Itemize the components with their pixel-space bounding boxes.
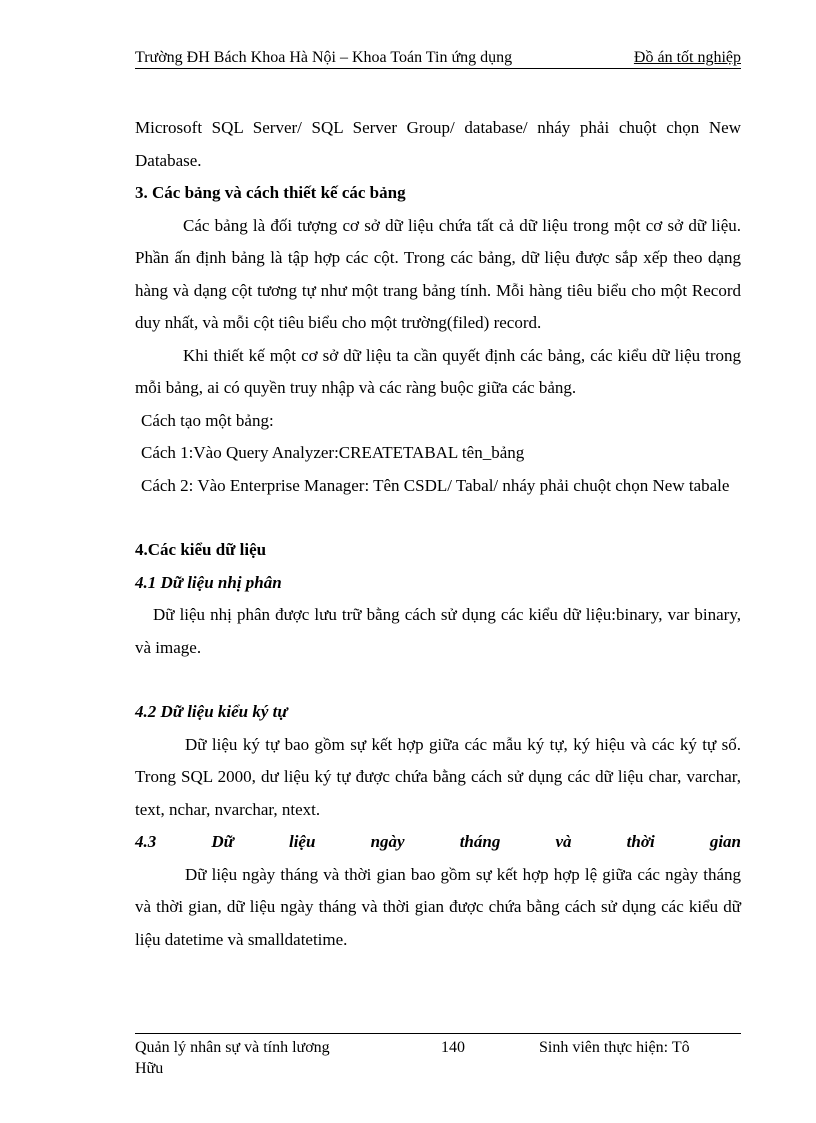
- page-header: [135, 48, 741, 69]
- header-institution: Trường ĐH Bách Khoa Hà Nội – Khoa Toán Tin ứng dụng: [135, 49, 513, 66]
- footer-project-title: Quản lý nhân sự và tính lương: [135, 1039, 330, 1056]
- section-heading-4: 4.Các kiểu dữ liệu: [135, 540, 267, 559]
- spacer: [135, 502, 741, 534]
- paragraph-method-1: Cách 1:Vào Query Analyzer:CREATETABAL tên_bảng: [141, 443, 525, 462]
- subsection-heading-4-3: 4.3 Dữ liệu ngày tháng và thời gian: [135, 832, 741, 851]
- paragraph-table-design: Khi thiết kế một cơ sở dữ liệu ta cần quyết định các bảng, các kiểu dữ liệu trong mỗi bảng, ai có quyền truy nhập và các ràng buộc giữa các bảng.: [135, 345, 741, 397]
- paragraph-method-2: Cách 2: Vào Enterprise Manager: Tên CSDL/ Tabal/ nháy phải chuột chọn New tabale: [141, 475, 730, 495]
- paragraph-binary-data: Dữ liệu nhị phân được lưu trữ bằng cách sử dụng các kiểu dữ liệu:binary, var binary, và image.: [135, 605, 741, 657]
- paragraph-datetime-data: Dữ liệu ngày tháng và thời gian bao gồm sự kết hợp hợp lệ giữa các ngày tháng và thời gian, dữ liệu ngày tháng và thời gian được chứa bằng cách sử dụng các kiểu dữ liệu datetime và smalldatetime.: [135, 864, 741, 949]
- paragraph-create-table: Cách tạo một bảng:: [141, 410, 274, 430]
- subsection-heading-4-2: 4.2 Dữ liệu kiểu ký tự: [135, 702, 288, 721]
- header-doc-type: Đồ án tốt nghiệp: [633, 49, 741, 66]
- page-body: [135, 112, 741, 956]
- paragraph-tables-definition: Các bảng là đối tượng cơ sở dữ liệu chứa tất cả dữ liệu trong một cơ sở dữ liệu. Phần ấn định bảng là tập hợp các cột. Trong các bảng, dữ liệu được sắp xếp theo dạng hàng và dạng cột tương tự như một trang bảng tính. Mỗi hàng tiêu biểu cho một Record duy nhất, và mỗi cột tiêu biểu cho một trường(filed) record.: [135, 215, 741, 332]
- subsection-heading-4-1: 4.1 Dữ liệu nhị phân: [135, 572, 282, 592]
- footer-student: Sinh viên thực hiện: Tô: [539, 1039, 690, 1056]
- footer-page-number: 140: [441, 1039, 465, 1056]
- section-heading-3: 3. Các bảng và cách thiết kế các bảng: [135, 183, 406, 202]
- paragraph-character-data: Dữ liệu ký tự bao gồm sự kết hợp giữa các mẫu ký tự, ký hiệu và các ký tự số. Trong SQL 2000, dư liệu ký tự được chứa bằng cách sử dụng các dữ liệu char, varchar, text, nchar, nvarchar, ntext.: [135, 734, 741, 819]
- page-footer: [135, 1033, 741, 1077]
- footer-student-cont: Hữu: [135, 1060, 164, 1077]
- spacer: [135, 664, 741, 696]
- paragraph-sql-server-path: Microsoft SQL Server/ SQL Server Group/ database/ nháy phải chuột chọn New Database.: [135, 118, 741, 170]
